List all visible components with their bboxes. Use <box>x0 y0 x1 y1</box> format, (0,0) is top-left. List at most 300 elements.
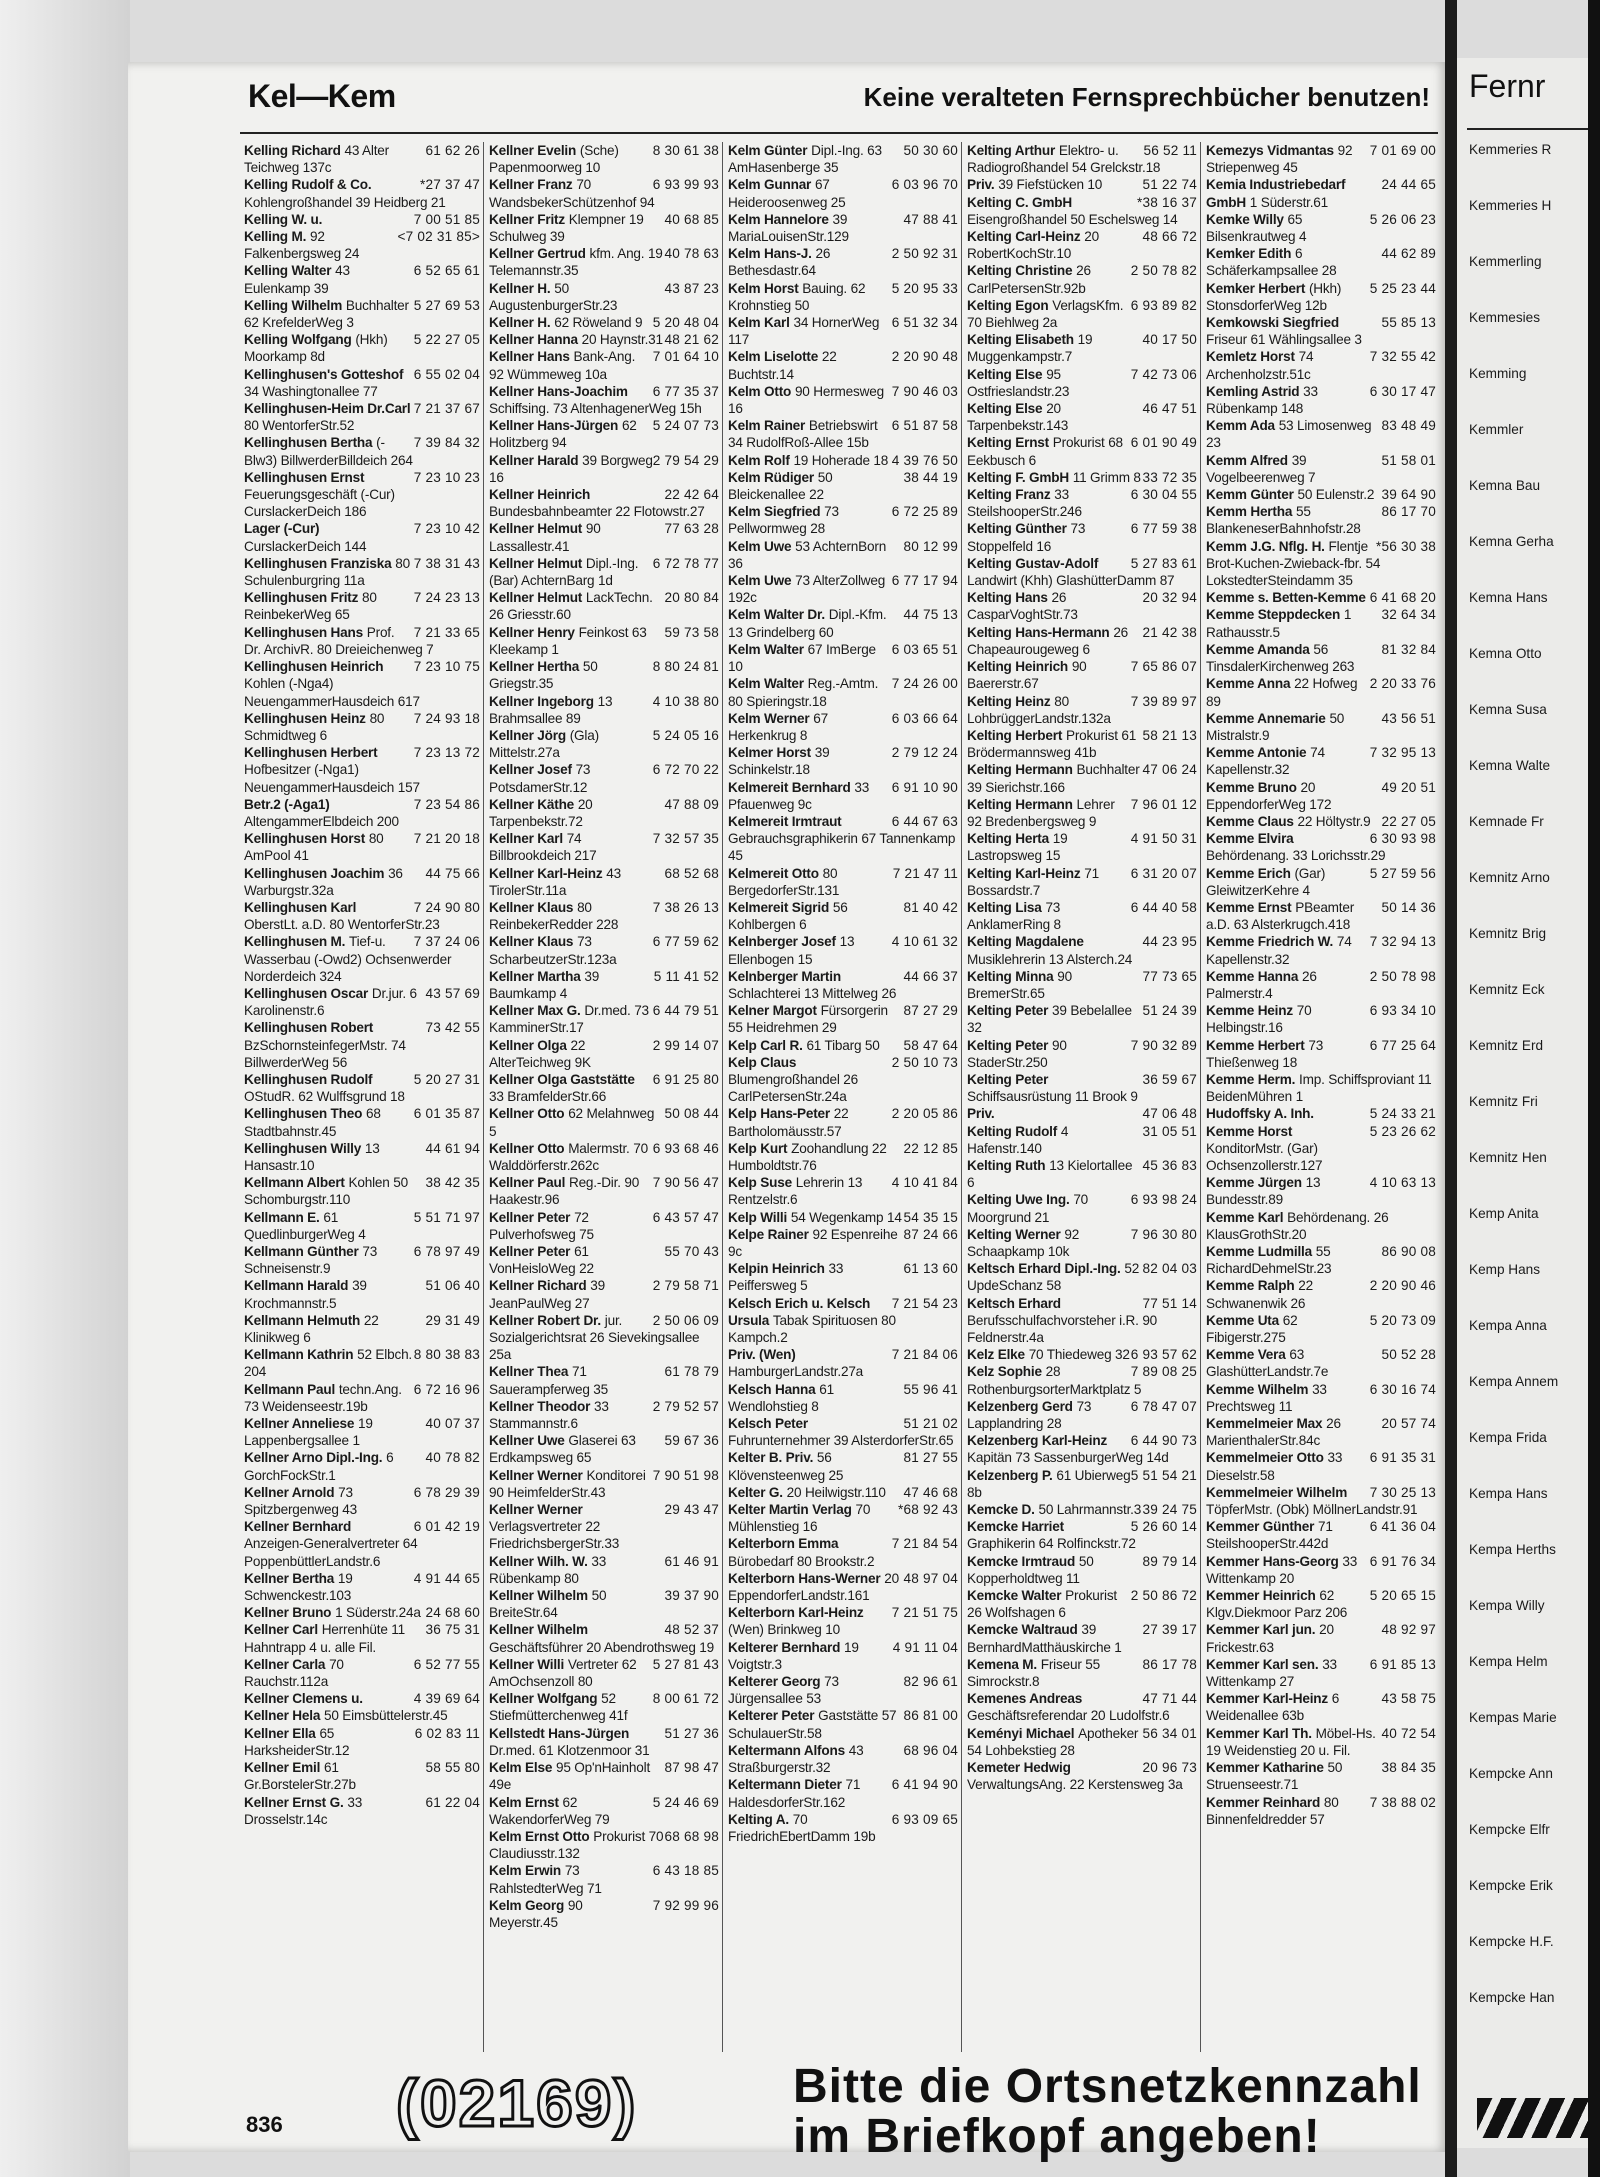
entry-address: 39 Borgweg 16 <box>489 452 653 485</box>
entry-name: Kellner Wolfgang <box>489 1691 598 1707</box>
entry-name: Kellmann Harald <box>244 1278 349 1294</box>
entry-phone: 7 32 95 13 <box>1369 745 1436 761</box>
entry-name: Kellner Paul <box>489 1175 566 1191</box>
entry-name: Kelling W. u. <box>244 211 323 227</box>
listing-entry <box>244 1604 480 1621</box>
entry-name: Kelzenberg Gerd <box>967 1398 1073 1414</box>
entry-address: Dr.med. 61 Klotzenmoor 31 <box>489 1742 650 1758</box>
entry-address: 62 Fibigerstr.275 <box>1206 1312 1298 1346</box>
entry-phone: 51 24 39 <box>1142 1003 1197 1019</box>
entry-address: 54 Wegenkamp 14 <box>790 1209 902 1225</box>
listing-entry <box>967 331 1197 365</box>
entry-phone: 6 44 40 58 <box>1130 899 1197 915</box>
listing-entry <box>489 968 719 1002</box>
entry-address: Berufsschulfachvorsteher i.R. 90 Feldnerstr.4a <box>967 1312 1158 1346</box>
entry-name: Kellner Hans-Joachim <box>489 383 628 399</box>
entry-address: 39 Krochmannstr.5 <box>244 1278 367 1311</box>
entry-address: LackTechn. 26 Griesstr.60 <box>489 590 653 623</box>
entry-name: Kelm Walter <box>728 641 804 657</box>
entry-address: 65 Bilsenkrautweg 4 <box>1206 211 1307 245</box>
entry-phone: 5 23 26 62 <box>1369 1123 1436 1139</box>
entry-phone: 6 93 98 24 <box>1130 1192 1197 1208</box>
entry-name: Kemm Hertha <box>1206 504 1293 520</box>
listing-entry <box>1206 1484 1436 1518</box>
listing-entry <box>489 1828 719 1862</box>
entry-phone: 6 78 97 49 <box>413 1244 480 1259</box>
entry-address: Glaserei 63 Erdkampsweg 65 <box>489 1433 636 1466</box>
entry-address: Lehrer 92 Bredenbergsweg 9 <box>967 796 1115 829</box>
entry-address: 33 Wittenkamp 27 <box>1206 1656 1337 1690</box>
entry-phone: 6 52 77 55 <box>413 1656 480 1672</box>
entry-name: Kelting Arthur <box>967 143 1056 158</box>
entry-name: Kellinghusen Fritz <box>244 590 359 606</box>
entry-phone: 48 97 04 <box>903 1570 958 1586</box>
entry-phone: 7 00 51 85 <box>413 211 480 227</box>
entry-phone: 89 79 14 <box>1142 1553 1197 1569</box>
listing-entry <box>244 1690 480 1707</box>
listing-entry <box>489 1432 719 1466</box>
listing-entry <box>1206 245 1436 279</box>
entry-name: Kellner Helmut <box>489 590 583 606</box>
entry-name: Kemme Annemarie <box>1206 710 1326 726</box>
listing-entry <box>728 348 958 382</box>
entry-phone: 47 88 09 <box>664 796 719 812</box>
entry-phone: 7 23 54 86 <box>413 796 480 812</box>
entry-address: 53 AchternBorn 36 <box>728 538 887 571</box>
entry-phone: 55 96 41 <box>903 1381 958 1397</box>
entry-name: Kemker Herbert <box>1206 280 1306 296</box>
entry-name: Kellner Hertha <box>489 659 580 675</box>
listing-entry <box>1206 641 1436 675</box>
listing-entry <box>967 899 1197 933</box>
listing-entry <box>728 1604 958 1638</box>
entry-name: Kelmereit Otto <box>728 865 819 881</box>
entry-phone: 2 50 86 72 <box>1130 1588 1197 1604</box>
entry-name: Kelting Franz <box>967 487 1051 503</box>
entry-address: 74 Kapellenstr.32 <box>1206 934 1352 967</box>
entry-phone: 5 20 73 09 <box>1369 1312 1436 1328</box>
entry-phone: 7 21 33 65 <box>413 624 480 640</box>
entry-phone: 5 27 69 53 <box>413 297 480 313</box>
next-page-entry: Kempa Willy <box>1469 1598 1545 1613</box>
entry-phone: 7 24 26 00 <box>891 676 958 692</box>
entry-phone: 5 26 06 23 <box>1369 211 1436 227</box>
entry-address: 13 Bundesstr.89 <box>1206 1175 1321 1208</box>
entry-address: 43 Straßburgerstr.32 <box>728 1742 864 1776</box>
entry-name: Kelting Lisa <box>967 899 1042 915</box>
listing-entry <box>728 1002 958 1036</box>
entry-address: 28 RothenburgsorterMarktplatz 5 <box>967 1364 1142 1397</box>
entry-phone: 5 27 83 61 <box>1130 555 1197 571</box>
entry-address: Prokurist 26 Wolfshagen 6 <box>967 1588 1117 1621</box>
entry-address: 39 Vogelbeerenweg 7 <box>1206 452 1316 485</box>
entry-name: Kelm Erwin <box>489 1863 562 1879</box>
entry-address: 95 Ostfrieslandstr.23 <box>967 366 1070 399</box>
entry-name: Kelm Horst <box>728 280 799 296</box>
listing-entry <box>967 366 1197 400</box>
entry-phone: 7 23 10 75 <box>413 659 480 675</box>
next-page-entry: Kemmeries R <box>1469 142 1552 157</box>
entry-name: Kellner H. <box>489 280 551 296</box>
entry-phone: 6 93 99 93 <box>652 177 719 193</box>
entry-name: Kelm Hannelore <box>728 211 829 227</box>
listing-entry <box>489 280 719 314</box>
entry-address: 92 Falkenbergsweg 24 <box>244 229 360 262</box>
next-page-entry: Kemnitz Brig <box>1469 926 1547 941</box>
entry-address: 80 WentorferStr.52 <box>244 418 355 434</box>
entry-name: Kelmereit Sigrid <box>728 899 830 915</box>
entry-phone: 87 27 29 <box>903 1003 958 1019</box>
next-page-entry: Kemnitz Arno <box>1469 870 1550 885</box>
entry-name: Kelting Werner <box>967 1226 1061 1242</box>
entry-phone: 5 24 07 73 <box>652 418 719 434</box>
listing-entry <box>967 761 1197 795</box>
listing-entry <box>967 1346 1197 1363</box>
listing-entry <box>967 658 1197 692</box>
entry-name: Kellner Bernhard <box>244 1519 352 1535</box>
entry-address: 62 WakendorferWeg 79 <box>489 1794 610 1827</box>
listing-entry <box>489 1690 719 1724</box>
entry-address: 22 AlterTeichweg 9K <box>489 1037 591 1070</box>
area-code-notice <box>793 2062 1453 2162</box>
listing-entry <box>1206 1518 1436 1552</box>
listing-entry <box>1206 675 1436 709</box>
entry-name: Kellner Emil <box>244 1760 321 1776</box>
listing-entry <box>1206 1312 1436 1346</box>
entry-address: 80 Schmidtweg 6 <box>244 710 385 743</box>
entry-phone: 6 91 25 80 <box>652 1071 719 1087</box>
entry-address: 13 Hansastr.10 <box>244 1140 380 1173</box>
entry-phone: 2 79 12 24 <box>891 745 958 761</box>
entry-address: Graphikerin 64 Rolfinckstr.72 <box>967 1536 1136 1552</box>
entry-address: Bürobedarf 80 Brookstr.2 <box>728 1553 875 1569</box>
listing-entry <box>1206 1174 1436 1208</box>
entry-address: 61 Tibarg 50 <box>806 1037 880 1053</box>
entry-phone: 2 79 58 71 <box>652 1278 719 1294</box>
listing-entry <box>728 1707 958 1741</box>
entry-phone: 7 32 55 42 <box>1369 349 1436 365</box>
entry-phone: 24 44 65 <box>1381 177 1436 193</box>
entry-phone: 6 77 59 38 <box>1130 521 1197 537</box>
entry-address: 71 Sauerampferweg 35 <box>489 1364 609 1397</box>
listing-entry <box>1206 1656 1436 1690</box>
entry-phone: 48 21 62 <box>664 332 719 348</box>
entry-phone: 43 58 75 <box>1381 1691 1436 1707</box>
listing-entry <box>244 211 480 228</box>
entry-phone: 29 43 47 <box>664 1502 719 1518</box>
entry-phone: 82 04 03 <box>1142 1261 1197 1277</box>
listing-entry <box>1206 176 1436 210</box>
entry-name: Kemme Ralph <box>1206 1278 1295 1294</box>
listing-entry <box>489 1037 719 1071</box>
entry-phone: 50 14 36 <box>1381 899 1436 915</box>
entry-address: 80 AmPool 41 <box>244 831 384 864</box>
listing-entry <box>1206 968 1436 1002</box>
entry-name: Kemmer Katharine <box>1206 1760 1324 1776</box>
entry-name: Kellner Helmut <box>489 521 583 537</box>
listing-entry <box>1206 348 1436 382</box>
next-page-entry: Kemmler <box>1469 422 1524 437</box>
entry-phone: 7 96 30 80 <box>1130 1226 1197 1242</box>
listing-entry <box>967 1587 1197 1621</box>
entry-address: Kohlen (-Nga4) NeuengammerHausdeich 617 <box>244 676 420 709</box>
entry-phone: 5 25 23 44 <box>1369 280 1436 296</box>
listing-entry <box>728 417 958 451</box>
entry-phone: 7 01 69 00 <box>1369 143 1436 158</box>
entry-phone: 39 64 90 <box>1381 487 1436 503</box>
entry-name: Kellinghusen Heinz <box>244 710 366 726</box>
listing-entry <box>1206 1209 1436 1243</box>
entry-address: 39 Fiefstücken 10 <box>998 177 1103 193</box>
listing-entry <box>728 1811 958 1845</box>
entry-phone: 6 03 65 51 <box>891 641 958 657</box>
entry-phone: 51 58 01 <box>1381 452 1436 468</box>
entry-phone: 39 24 75 <box>1142 1502 1197 1518</box>
listing-entry <box>728 1226 958 1260</box>
next-page-entry: Kemnitz Fri <box>1469 1094 1538 1109</box>
entry-address: 92 Espenreihe 9c <box>728 1226 898 1259</box>
entry-name: Kelting Hermann <box>967 762 1073 778</box>
entry-phone: 6 03 96 70 <box>891 177 958 193</box>
entry-address: 65 HarksheiderStr.12 <box>244 1725 350 1758</box>
entry-address: 55 BlankeneserBahnhofstr.28 <box>1206 504 1361 537</box>
entry-address: 71 SteilshooperStr.442d <box>1206 1519 1333 1552</box>
listing-entry <box>489 933 719 967</box>
entry-phone: 6 44 67 63 <box>891 813 958 829</box>
listing-entry <box>244 589 480 623</box>
listing-entry <box>244 1381 480 1415</box>
entry-phone: 39 37 90 <box>664 1588 719 1604</box>
entry-address: 62 Holitzberg 94 <box>489 418 637 451</box>
entry-name: Kemme Claus <box>1206 813 1294 829</box>
entry-name: Kemme Steppdecken <box>1206 607 1341 623</box>
entry-address: 50 Bleickenallee 22 <box>728 469 833 503</box>
entry-phone: 36 75 31 <box>425 1622 480 1638</box>
listing-entry <box>728 383 958 417</box>
entry-phone: 6 30 93 98 <box>1369 831 1436 847</box>
entry-phone: 50 08 44 <box>664 1106 719 1122</box>
entry-name: Kemme Karl <box>1206 1209 1284 1225</box>
entry-phone: 40 78 82 <box>425 1450 480 1466</box>
entry-address: Landwirt (Khh) GlashütterDamm 87 <box>967 573 1175 589</box>
entry-name: Kelz Sophie <box>967 1364 1042 1380</box>
entry-name: Kellner Fritz <box>489 211 565 227</box>
entry-name: Betr.2 (-Aga1) <box>244 796 330 812</box>
listing-entry <box>967 469 1197 486</box>
next-page-entry: Kemmerling <box>1469 254 1542 269</box>
entry-phone: 7 96 01 12 <box>1130 796 1197 812</box>
entry-name: Kellinghusen Franziska <box>244 555 392 571</box>
entry-name: Kemm J.G. Nflg. H. <box>1206 538 1325 554</box>
entry-address: Schiffsing. 73 AltenhagenerWeg 15h <box>489 401 702 417</box>
entry-address: 80 Schulenburgring 11a <box>244 555 410 589</box>
listing-entry <box>244 830 480 864</box>
entry-name: Kemme Anna <box>1206 676 1291 692</box>
listing-entry <box>967 589 1197 623</box>
entry-address: 90 Meyerstr.45 <box>489 1897 583 1930</box>
listing-entry <box>967 1690 1197 1724</box>
entry-address: 74 Archenholzstr.51c <box>1206 349 1314 382</box>
entry-name: Kellmann Albert <box>244 1175 345 1191</box>
entry-phone: 2 20 90 46 <box>1369 1278 1436 1294</box>
listing-entry <box>1206 503 1436 537</box>
entry-name: Kelmereit Bernhard <box>728 779 851 795</box>
entry-address: 68 Stadtbahnstr.45 <box>244 1106 381 1139</box>
listing-entry <box>728 641 958 675</box>
entry-name: Kelling Richard <box>244 143 341 158</box>
listing-entry <box>967 933 1197 967</box>
entry-phone: 5 27 59 56 <box>1369 865 1436 881</box>
entry-phone: 6 72 25 89 <box>891 504 958 520</box>
entry-name: Kemling Astrid <box>1206 383 1300 399</box>
entry-name: Kellner Max G. <box>489 1003 581 1019</box>
next-page-entry: Kempa Hans <box>1469 1486 1548 1501</box>
listing-entry <box>967 1037 1197 1071</box>
listing-entry <box>1206 211 1436 245</box>
entry-phone: 38 84 35 <box>1381 1760 1436 1776</box>
entry-address: 90 StaderStr.250 <box>967 1037 1067 1070</box>
listing-entry <box>489 383 719 417</box>
entry-name: Kelting Herta <box>967 831 1049 847</box>
listing-entry <box>1206 452 1436 486</box>
left-margin <box>0 0 130 2177</box>
listing-entry <box>1206 1277 1436 1311</box>
entry-phone: 2 50 78 98 <box>1369 968 1436 984</box>
entry-phone: 7 90 32 89 <box>1130 1037 1197 1053</box>
entry-address: VerlagsKfm. 70 Biehlweg 2a <box>967 297 1124 331</box>
entry-address: Elektro- u. Radiogroßhandel 54 Grelckstr.18 <box>967 143 1161 176</box>
listing-entry <box>489 1209 719 1243</box>
entry-phone: 47 88 41 <box>903 211 958 227</box>
entry-phone: 51 21 02 <box>903 1416 958 1432</box>
entry-phone: 27 39 17 <box>1142 1622 1197 1638</box>
entry-phone: 6 93 34 10 <box>1369 1003 1436 1019</box>
listing-entry <box>967 1432 1197 1466</box>
entry-phone: 5 24 05 16 <box>652 727 719 743</box>
entry-name: Kemm Günter <box>1206 487 1294 503</box>
entry-phone: 61 62 26 <box>425 143 480 158</box>
listing-entry <box>967 796 1197 830</box>
listing-entry <box>244 1243 480 1277</box>
entry-address: Gebrauchsgraphikerin 67 Tannenkamp 45 <box>728 831 956 864</box>
listing-entry <box>244 297 480 331</box>
listing-entry <box>728 779 958 813</box>
entry-name: Kelp Suse <box>728 1175 792 1191</box>
entry-phone: 6 77 35 37 <box>652 383 719 399</box>
header-slogan: Keine veralteten Fernsprechbücher benutzen! <box>863 82 1430 112</box>
entry-address: OStudR. 62 Wulffsgrund 18 <box>244 1089 405 1105</box>
entry-phone: 5 24 33 21 <box>1369 1106 1436 1122</box>
listing-entry <box>728 142 958 176</box>
entry-address: 62 Klgv.Diekmoor Parz 206 <box>1206 1588 1348 1621</box>
listing-entry <box>728 572 958 606</box>
entry-name: Kellner Heinrich <box>489 487 591 503</box>
listing-entry <box>244 469 480 521</box>
listing-entry <box>728 211 958 245</box>
entry-phone: 8 30 61 38 <box>652 143 719 158</box>
entry-name: Kellner Peter <box>489 1209 571 1225</box>
entry-name: Kelp Kurt <box>728 1140 788 1156</box>
entry-phone: 20 80 84 <box>664 590 719 606</box>
entry-address: 70 WandsbekerSchützenhof 94 <box>489 177 655 210</box>
entry-address: 50 Kopperholdtweg 11 <box>967 1553 1094 1586</box>
entry-phone: 77 63 28 <box>664 521 719 537</box>
notice-line-1: Bitte die Ortsnetzkennzahl <box>793 2060 1422 2113</box>
entry-phone: 4 91 50 31 <box>1130 831 1197 847</box>
entry-address: PBeamter a.D. 63 Alsterkrugch.418 <box>1206 899 1355 933</box>
entry-phone: 5 20 48 04 <box>652 315 719 331</box>
entry-address: 70 Moorgrund 21 <box>967 1192 1089 1225</box>
entry-name: Kelter Martin Verlag <box>728 1502 852 1518</box>
entry-name: Kellmann Paul <box>244 1381 336 1397</box>
entry-name: Kellner Werner <box>489 1502 583 1518</box>
entry-name: Kemme Horst <box>1206 1123 1293 1139</box>
entry-phone: *38 16 37 <box>1136 194 1197 210</box>
listing-entry <box>967 1759 1197 1793</box>
entry-phone: 47 06 48 <box>1142 1106 1197 1122</box>
entry-phone: 6 31 20 07 <box>1130 865 1197 881</box>
entry-address: 92 Schaapkamp 10k <box>967 1226 1080 1259</box>
listing-entry <box>1206 606 1436 640</box>
listing-entry <box>967 194 1197 228</box>
next-page-edge <box>1457 58 1588 2148</box>
entry-address: Dipl.-Ing. (Bar) AchternBarg 1d <box>489 555 639 589</box>
entry-name: Kemmelmeier Otto <box>1206 1450 1324 1466</box>
listing-entry <box>489 761 719 795</box>
entry-name: Kellner Otto <box>489 1106 565 1122</box>
listing-entry <box>489 1071 719 1105</box>
entry-address: 90 Lassallestr.41 <box>489 521 601 554</box>
entry-phone: 4 39 76 50 <box>891 452 958 468</box>
entry-name: Kellinghusen-Heim Dr.Carl <box>244 401 411 417</box>
entry-phone: 22 27 05 <box>1381 813 1436 829</box>
entry-phone: 47 71 44 <box>1142 1691 1197 1707</box>
entry-address: (Hkh) Moorkamp 8d <box>244 332 388 365</box>
entry-name: Kellner Käthe <box>489 796 575 812</box>
entry-name: Kellinghusen Hans <box>244 624 363 640</box>
entry-phone: 80 12 99 <box>903 538 958 554</box>
next-page-entry: Kemnade Fr <box>1469 814 1544 829</box>
listing-entry <box>489 1501 719 1553</box>
entry-phone: 22 12 85 <box>903 1140 958 1156</box>
entry-address: Tabak Spirituosen 80 Kampch.2 <box>728 1312 896 1346</box>
listing-entry <box>967 434 1197 468</box>
entry-name: Kelting Peter <box>967 1037 1049 1053</box>
listing-entry <box>1206 383 1436 417</box>
listing-entry <box>1206 865 1436 899</box>
listing-entry <box>244 933 480 985</box>
entry-phone: 7 65 86 07 <box>1130 659 1197 675</box>
entry-name: Kemcke Waltraud <box>967 1622 1078 1638</box>
entry-address: Bundesbahnbeamter 22 Flotowstr.27 <box>489 504 705 520</box>
entry-address: Kohlengroßhandel 39 Heidberg 21 <box>244 194 446 210</box>
entry-phone: 2 50 92 31 <box>891 246 958 262</box>
entry-name: Kellinghusen Theo <box>244 1106 363 1122</box>
entry-phone: 7 24 93 18 <box>413 710 480 726</box>
listing-entry <box>1206 813 1436 830</box>
entry-name: Kellner Henry <box>489 624 575 640</box>
entry-name: Kellner Harald <box>489 452 579 468</box>
entry-address: Klempner 19 Schulweg 39 <box>489 211 644 245</box>
listing-entry <box>967 1295 1197 1347</box>
listing-entry <box>489 1140 719 1174</box>
entry-phone: 2 99 14 07 <box>652 1037 719 1053</box>
book-gutter <box>1445 0 1457 2177</box>
listing-entry <box>728 1140 958 1174</box>
entry-address: 13 Brahmsallee 89 <box>489 693 613 726</box>
listing-entry <box>244 1105 480 1139</box>
entry-name: Kelp Claus <box>728 1054 797 1070</box>
